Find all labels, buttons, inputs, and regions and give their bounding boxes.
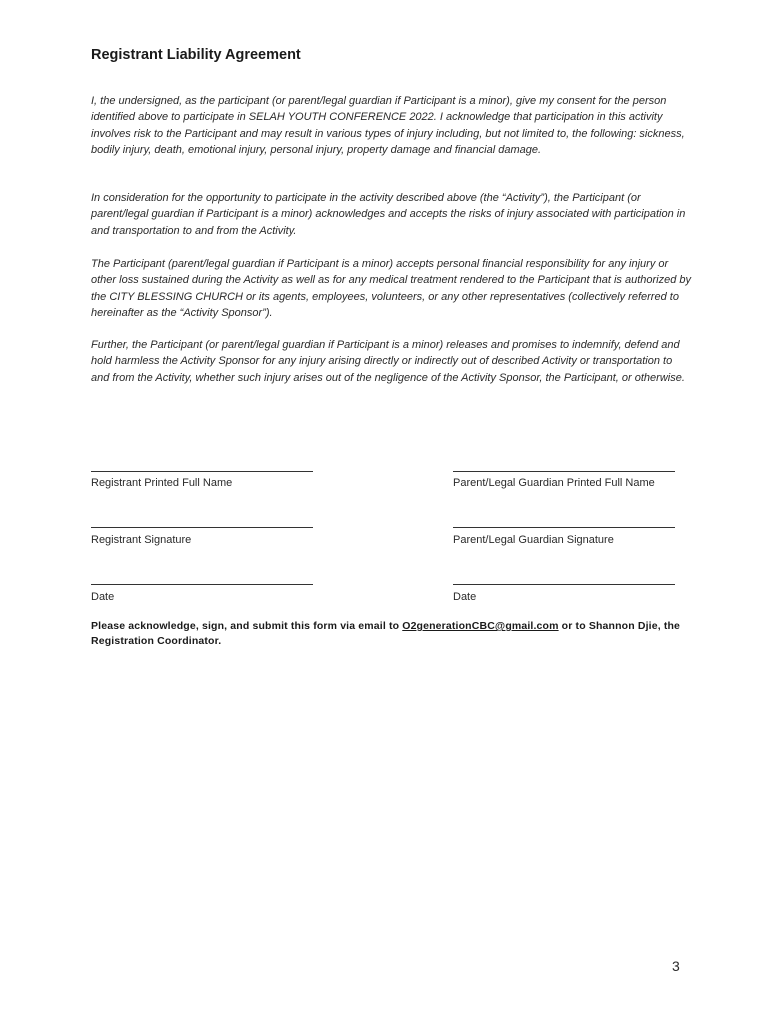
registrant-date-line[interactable] (91, 584, 313, 585)
consent-paragraph: I, the undersigned, as the participant (or parent/legal guardian if Participant is a minor), give my consent for the person identified above to participate in SELAH YOUTH CONFERENCE 2022. I acknowledge that participation in this activity involves risk to the Participant and may result in various types of injury including, but not limited to, the following: sickness, bodily injury, death, emotional injury, personal injury, property damage and financial damage. (91, 95, 685, 156)
guardian-date-line[interactable] (453, 584, 675, 585)
guardian-signature-line[interactable] (453, 527, 675, 528)
risk-acknowledgement-paragraph: In consideration for the opportunity to participate in the activity described above (the “Activity”), the Participant (or parent/legal guardian if Participant is a minor) acknowledges and accepts the risks of injury associated with participation in and transportation to and from the Activity. (91, 192, 686, 237)
notice-text-after: or to Shannon Djie, the Registration Coordinator. (91, 620, 681, 647)
registrant-date-label: Date (91, 591, 115, 603)
notice-text-before: Please acknowledge, sign, and submit this form via email to (91, 620, 403, 632)
registrant-signature-label: Registrant Signature (91, 534, 192, 546)
email-link[interactable]: O2generationCBC@gmail.com (402, 620, 559, 632)
guardian-signature-label: Parent/Legal Guardian Signature (453, 534, 614, 546)
registrant-name-line[interactable] (91, 471, 313, 472)
submission-notice (91, 619, 721, 649)
registrant-name-label: Registrant Printed Full Name (91, 477, 233, 489)
guardian-date-label: Date (453, 591, 477, 603)
registrant-signature-line[interactable] (91, 527, 313, 528)
guardian-name-line[interactable] (453, 471, 675, 472)
financial-responsibility-paragraph: The Participant (parent/legal guardian if Participant is a minor) accepts personal financial responsibility for any injury or other loss sustained during the Activity as well as for any medical treatment rendered to the Participant that is authorized by the CITY BLESSING CHURCH or its agents, employees, volunteers, or any other representatives (collectively referred to hereinafter as the “Activity Sponsor”). (91, 258, 692, 319)
document-title: Registrant Liability Agreement (91, 47, 301, 63)
guardian-name-label: Parent/Legal Guardian Printed Full Name (453, 477, 655, 489)
page-number: 3 (672, 958, 680, 974)
indemnification-paragraph: Further, the Participant (or parent/legal guardian if Participant is a minor) releases and promises to indemnify, defend and hold harmless the Activity Sponsor for any injury arising directly or indirectly out of described Activity or transportation to and from the Activity, whether such injury arises out of the negligence of the Activity Sponsor, the Participant, or otherwise. (91, 339, 685, 384)
